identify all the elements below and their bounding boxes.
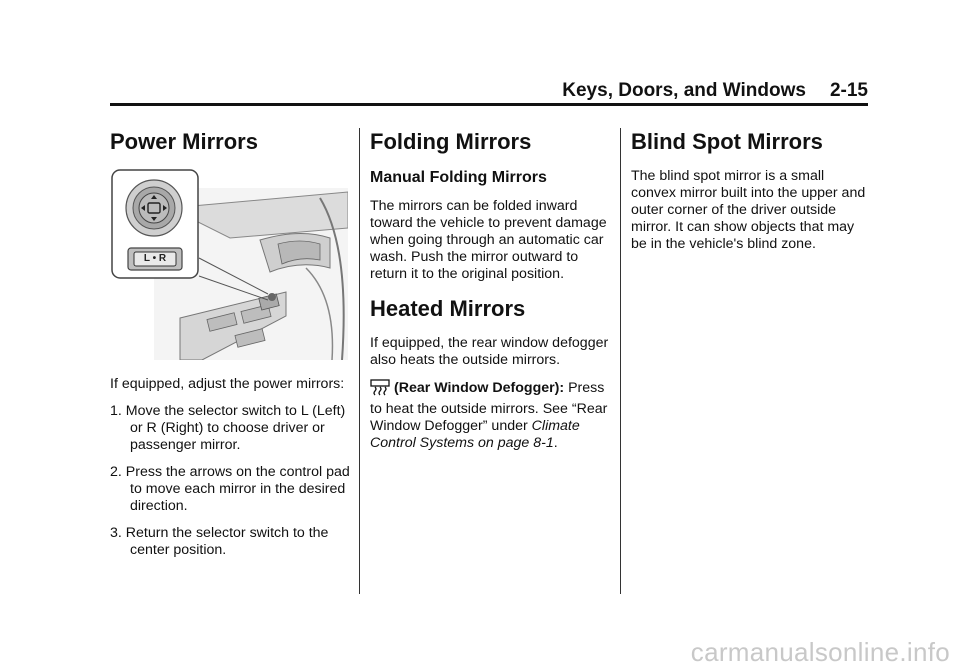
column-folding-heated bbox=[370, 124, 610, 462]
power-mirrors-steps bbox=[110, 403, 350, 559]
heated-mirrors-heading: Heated Mirrors bbox=[370, 296, 526, 321]
heated-mirrors-body: If equipped, the rear window defogger also heats the outside mirrors. bbox=[370, 335, 609, 368]
step-item: 1. Move the selector switch to L (Left) or R (Right) to choose driver or passenger mirror. bbox=[110, 403, 346, 453]
column-divider-2 bbox=[620, 128, 621, 594]
manual-folding-subheading: Manual Folding Mirrors bbox=[370, 169, 547, 186]
column-blind-spot bbox=[631, 124, 871, 263]
power-mirrors-heading: Power Mirrors bbox=[110, 129, 258, 154]
watermark: carmanualsonline.info bbox=[690, 637, 950, 667]
section-title: Keys, Doors, and Windows bbox=[562, 80, 806, 101]
defogger-paragraph bbox=[370, 379, 610, 452]
blind-spot-body: The blind spot mirror is a small convex mirror built into the upper and outer corner of the driver outside mirror. It can show objects that may be in the vehicle's blind zone. bbox=[631, 168, 866, 252]
defogger-text: Press to heat the outside mirrors. See “Rear Window Defogger” under bbox=[370, 380, 608, 434]
climate-control-reference[interactable]: Climate Control Systems on page 8-1 bbox=[370, 418, 580, 451]
page-number: 2-15 bbox=[829, 80, 868, 101]
page-header bbox=[110, 80, 868, 104]
blind-spot-heading: Blind Spot Mirrors bbox=[631, 129, 823, 154]
column-power-mirrors bbox=[110, 124, 350, 569]
power-mirrors-intro: If equipped, adjust the power mirrors: bbox=[110, 376, 345, 392]
step-item: 2. Press the arrows on the control pad to move each mirror in the desired direction. bbox=[110, 464, 350, 514]
step-item: 3. Return the selector switch to the center position. bbox=[110, 525, 329, 558]
lr-switch-label: L • R bbox=[143, 253, 167, 264]
folding-mirrors-body: The mirrors can be folded inward toward the vehicle to prevent damage when going through an automatic car wash. Push the mirror outward to return it to the original position. bbox=[370, 198, 607, 282]
defogger-button-label: (Rear Window Defogger): bbox=[394, 380, 565, 396]
header-rule bbox=[110, 103, 868, 106]
mirror-control-figure bbox=[110, 168, 348, 360]
rear-defogger-icon bbox=[370, 379, 392, 401]
column-divider-1 bbox=[359, 128, 360, 594]
folding-mirrors-heading: Folding Mirrors bbox=[370, 129, 532, 154]
reference-period: . bbox=[553, 435, 558, 451]
